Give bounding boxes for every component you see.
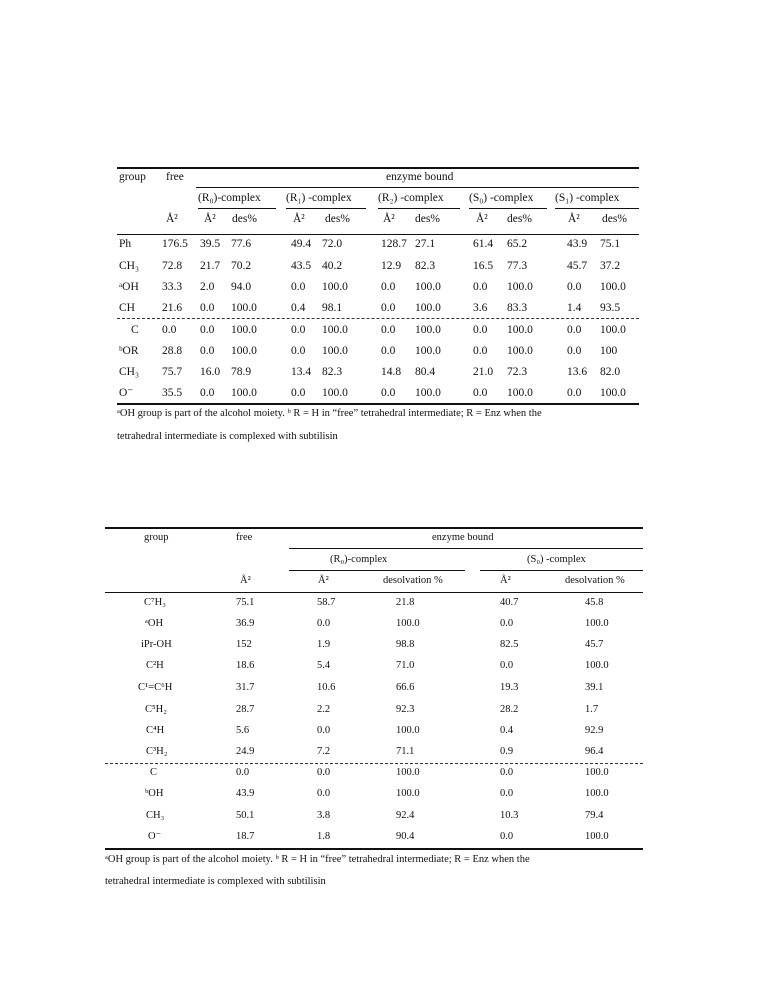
table2-cell: 1.7: [585, 704, 599, 715]
table2-cell: 2.2: [317, 704, 331, 715]
table2-cell: 152: [236, 639, 252, 650]
table2-cell: 100.0: [585, 618, 609, 629]
table1-cell: 100: [600, 345, 618, 357]
table1-cell: 100.0: [322, 387, 348, 399]
table1-row-5-group: ᵇOR: [119, 345, 139, 357]
table2-cell: 100.0: [396, 788, 420, 799]
table1-cell: 37.2: [600, 260, 621, 272]
table2-footnote-2: tetrahedral intermediate is complexed with subtilisin: [105, 876, 326, 887]
table1-unit-2: des%: [232, 213, 257, 225]
table2-header-enzyme-bound: enzyme bound: [432, 532, 494, 543]
table1-cell: 72.0: [322, 238, 343, 250]
table1-header-enzyme-bound: enzyme bound: [386, 171, 454, 183]
table1-cell: 0.0: [567, 281, 582, 293]
table1-cell: 0.0: [381, 345, 396, 357]
table1-cell: 78.9: [231, 366, 252, 378]
table2-cell: 75.1: [236, 597, 255, 608]
table1-unit-3: Å²: [293, 213, 305, 225]
table2-cell: 0.0: [500, 788, 514, 799]
table2-top-rule: [105, 527, 643, 529]
table1-cell: 0.0: [381, 387, 396, 399]
table1-cell: 100.0: [231, 324, 257, 336]
table1-unit-9: Å²: [568, 213, 580, 225]
table1-cell: 43.5: [291, 260, 312, 272]
table2-unit-2: desolvation %: [383, 575, 443, 586]
table1-unit-0: Å²: [166, 213, 178, 225]
table2-subrule-s0: [480, 570, 643, 571]
table2-cell: 0.0: [500, 767, 514, 778]
table2-cell: 7.2: [317, 746, 331, 757]
table2-cell: 5.4: [317, 660, 331, 671]
table1-cell: 82.3: [322, 366, 343, 378]
table1-cell: 77.3: [507, 260, 528, 272]
table1-cell: 100.0: [507, 324, 533, 336]
table1-cell: 100.0: [415, 345, 441, 357]
table1-row-0-group: Ph: [119, 238, 132, 250]
table1-cell: 0.0: [473, 387, 488, 399]
table1-complex-s1: (S₁) -complex: [555, 192, 620, 204]
table1-cell: 100.0: [231, 302, 257, 314]
table1-cell: 14.8: [381, 366, 402, 378]
table2-cell: 24.9: [236, 746, 255, 757]
table1-cell: 0.0: [473, 345, 488, 357]
table1-cell: 61.4: [473, 238, 494, 250]
table1-cell: 100.0: [600, 281, 626, 293]
table1-footnote-1: ᵃOH group is part of the alcohol moiety. ᵇ R = H in “free” tetrahedral intermediate; R = Enz when the: [117, 408, 542, 419]
table1-cell: 39.5: [200, 238, 221, 250]
table2-cell: 10.3: [500, 810, 519, 821]
table2-cell: 71.0: [396, 660, 415, 671]
table1-complex-r1: (R₁) -complex: [286, 192, 352, 204]
table2-cell: 66.6: [396, 682, 415, 693]
table2-cell: 0.4: [500, 725, 514, 736]
table1-complex-r2: (R₂) -complex: [378, 192, 444, 204]
table1-cell: 13.6: [567, 366, 588, 378]
table2-row-9-group: ᵇOH: [145, 788, 164, 799]
table2-row-7-group: C³H₂: [146, 746, 168, 757]
table1-complex-r0: (R₀)-complex: [198, 192, 261, 204]
table1-cell: 82.0: [600, 366, 621, 378]
table1-cell: 35.5: [162, 387, 183, 399]
table2-cell: 19.3: [500, 682, 519, 693]
table2-cell: 100.0: [585, 660, 609, 671]
table2-unit-1: Å²: [318, 575, 329, 586]
table1-cell: 21.0: [473, 366, 494, 378]
table1-cell: 0.0: [473, 324, 488, 336]
table1-cell: 2.0: [200, 281, 215, 293]
table1-cell: 100.0: [507, 387, 533, 399]
table1-row-7-group: O⁻: [119, 387, 134, 399]
table1-cell: 27.1: [415, 238, 436, 250]
table1-unit-8: des%: [507, 213, 532, 225]
table2-cell: 0.0: [500, 660, 514, 671]
table1-cell: 0.0: [291, 281, 306, 293]
table1-cell: 100.0: [231, 345, 257, 357]
table2-row-6-group: C⁴H: [146, 725, 165, 736]
table1-cell: 12.9: [381, 260, 402, 272]
table2-cell: 98.8: [396, 639, 415, 650]
table2-row-0-group: C⁷H₃: [144, 597, 166, 608]
table1-cell: 0.0: [381, 302, 396, 314]
table2-unit-4: desolvation %: [565, 575, 625, 586]
table1-cell: 0.0: [291, 324, 306, 336]
table1-cell: 21.7: [200, 260, 221, 272]
table1-cell: 75.7: [162, 366, 183, 378]
table2-footnote-1: ᵃOH group is part of the alcohol moiety. ᵇ R = H in “free” tetrahedral intermediate; R = Enz when the: [105, 854, 530, 865]
table1-cell: 70.2: [231, 260, 252, 272]
table1-cell: 98.1: [322, 302, 343, 314]
table1-cell: 45.7: [567, 260, 588, 272]
table1-cell: 0.0: [291, 345, 306, 357]
table1-cell: 94.0: [231, 281, 252, 293]
table2-cell: 0.0: [317, 618, 331, 629]
table1-unit-10: des%: [602, 213, 627, 225]
table2-cell: 50.1: [236, 810, 255, 821]
table2-cell: 0.9: [500, 746, 514, 757]
table1-cell: 1.4: [567, 302, 582, 314]
table1-cell: 0.0: [381, 324, 396, 336]
table1-header-free: free: [166, 171, 184, 183]
table1-cell: 100.0: [507, 281, 533, 293]
table1-cell: 16.5: [473, 260, 494, 272]
table2-cell: 36.9: [236, 618, 255, 629]
table1-cell: 72.8: [162, 260, 183, 272]
table1-cell: 21.6: [162, 302, 183, 314]
table2-complex-r0: (R₀)-complex: [330, 554, 388, 565]
table1-cell: 43.9: [567, 238, 588, 250]
table1-cell: 65.2: [507, 238, 528, 250]
table1-footnote-2: tetrahedral intermediate is complexed with subtilisin: [117, 431, 338, 442]
table1-cell: 40.2: [322, 260, 343, 272]
table1-cell: 0.4: [291, 302, 306, 314]
table2-header-rule: [105, 592, 643, 593]
table2-row-3-group: C²H: [146, 660, 164, 671]
table1-complex-s0: (S₀) -complex: [469, 192, 534, 204]
table2-cell: 92.4: [396, 810, 415, 821]
table2-cell: 3.8: [317, 810, 331, 821]
table2-unit-0: Å²: [240, 575, 251, 586]
table1-cell: 0.0: [291, 387, 306, 399]
table1-cell: 16.0: [200, 366, 221, 378]
table2-unit-3: Å²: [500, 575, 511, 586]
table2-cell: 10.6: [317, 682, 336, 693]
table2-row-1-group: ᵃOH: [145, 618, 164, 629]
table2-header-group: group: [144, 532, 169, 543]
table2-cell: 18.6: [236, 660, 255, 671]
table2-cell: 58.7: [317, 597, 336, 608]
table2-row-2-group: iPr-OH: [141, 639, 172, 650]
table2-cell: 28.2: [500, 704, 519, 715]
table1-cell: 83.3: [507, 302, 528, 314]
table1-row-4-group: C: [131, 324, 139, 336]
table1-cell: 0.0: [162, 324, 177, 336]
table1-cell: 100.0: [415, 281, 441, 293]
table2-cell: 92.9: [585, 725, 604, 736]
table1-cell: 0.0: [200, 324, 215, 336]
table1-cell: 80.4: [415, 366, 436, 378]
table1-row-1-group: CH₃: [119, 260, 139, 272]
table2-bottom-rule: [105, 848, 643, 850]
table2-cell: 90.4: [396, 831, 415, 842]
table1-cell: 0.0: [567, 324, 582, 336]
table2-cell: 43.9: [236, 788, 255, 799]
table2-cell: 0.0: [236, 767, 250, 778]
table2-cell: 1.9: [317, 639, 331, 650]
table1-cell: 0.0: [200, 387, 215, 399]
table1-cell: 100.0: [322, 345, 348, 357]
table2-cell: 1.8: [317, 831, 331, 842]
table2-cell: 0.0: [500, 831, 514, 842]
table2-cell: 82.5: [500, 639, 519, 650]
table2-cell: 21.8: [396, 597, 415, 608]
table1-row-2-group: ᵃOH: [119, 281, 139, 293]
table1-unit-4: des%: [325, 213, 350, 225]
table2-cell: 100.0: [585, 767, 609, 778]
table2-cell: 100.0: [585, 788, 609, 799]
table2-cell: 92.3: [396, 704, 415, 715]
table2-cell: 31.7: [236, 682, 255, 693]
table2-cell: 0.0: [317, 767, 331, 778]
table2-cell: 96.4: [585, 746, 604, 757]
table2-cell: 5.6: [236, 725, 250, 736]
table1-cell: 13.4: [291, 366, 312, 378]
table1-cell: 100.0: [600, 324, 626, 336]
table2-row-10-group: CH₃: [146, 810, 165, 821]
table1-cell: 128.7: [381, 238, 407, 250]
table1-cell: 49.4: [291, 238, 312, 250]
table1-cell: 100.0: [600, 387, 626, 399]
table1-cell: 82.3: [415, 260, 436, 272]
table1-cell: 0.0: [473, 281, 488, 293]
table1-header-group: group: [119, 171, 146, 183]
table2-subrule-r0: [289, 570, 465, 571]
table1-cell: 176.5: [162, 238, 188, 250]
table2-cell: 71.1: [396, 746, 415, 757]
table1-cell: 0.0: [200, 345, 215, 357]
table2-cell: 79.4: [585, 810, 604, 821]
table1-cell: 75.1: [600, 238, 621, 250]
table1-cell: 28.8: [162, 345, 183, 357]
table2-cell: 45.7: [585, 639, 604, 650]
table1-cell: 0.0: [567, 345, 582, 357]
table1-cell: 100.0: [322, 324, 348, 336]
table2-cell: 45.8: [585, 597, 604, 608]
table2-cell: 40.7: [500, 597, 519, 608]
table1-cell: 77.6: [231, 238, 252, 250]
table2-cell: 100.0: [396, 725, 420, 736]
table1-unit-7: Å²: [476, 213, 488, 225]
table1-unit-1: Å²: [204, 213, 216, 225]
table1-cell: 0.0: [200, 302, 215, 314]
table2-cell: 18.7: [236, 831, 255, 842]
table2-row-5-group: C⁵H₂: [145, 704, 167, 715]
table1-cell: 100.0: [415, 324, 441, 336]
table2-row-8-group: C: [150, 767, 158, 778]
table2-cell: 100.0: [585, 831, 609, 842]
table1-unit-6: des%: [415, 213, 440, 225]
table2-cell: 0.0: [500, 618, 514, 629]
table2-row-4-group: C¹=C⁶H: [138, 682, 173, 693]
table2-dashed-separator: [105, 763, 643, 764]
table1-cell: 100.0: [415, 302, 441, 314]
table1-cell: 3.6: [473, 302, 488, 314]
table2-cell: 100.0: [396, 618, 420, 629]
table2-cell: 0.0: [317, 788, 331, 799]
table1-cell: 0.0: [567, 387, 582, 399]
table2-complex-s0: (S₀) -complex: [527, 554, 586, 565]
table1-row-6-group: CH₃: [119, 366, 139, 378]
table2-header-free: free: [236, 532, 253, 543]
table1-cell: 100.0: [415, 387, 441, 399]
table2-enzyme-rule: [289, 548, 643, 549]
table1-cell: 72.3: [507, 366, 528, 378]
table1-cell: 100.0: [231, 387, 257, 399]
table1-row-3-group: CH: [119, 302, 135, 314]
table1-cell: 0.0: [381, 281, 396, 293]
table1-unit-5: Å²: [383, 213, 395, 225]
table2-cell: 0.0: [317, 725, 331, 736]
table2-row-11-group: O⁻: [148, 831, 162, 842]
table1-cell: 33.3: [162, 281, 183, 293]
table2-cell: 39.1: [585, 682, 604, 693]
table1-cell: 100.0: [507, 345, 533, 357]
table1-cell: 100.0: [322, 281, 348, 293]
table2-cell: 100.0: [396, 767, 420, 778]
table2-cell: 28.7: [236, 704, 255, 715]
table1-cell: 93.5: [600, 302, 621, 314]
